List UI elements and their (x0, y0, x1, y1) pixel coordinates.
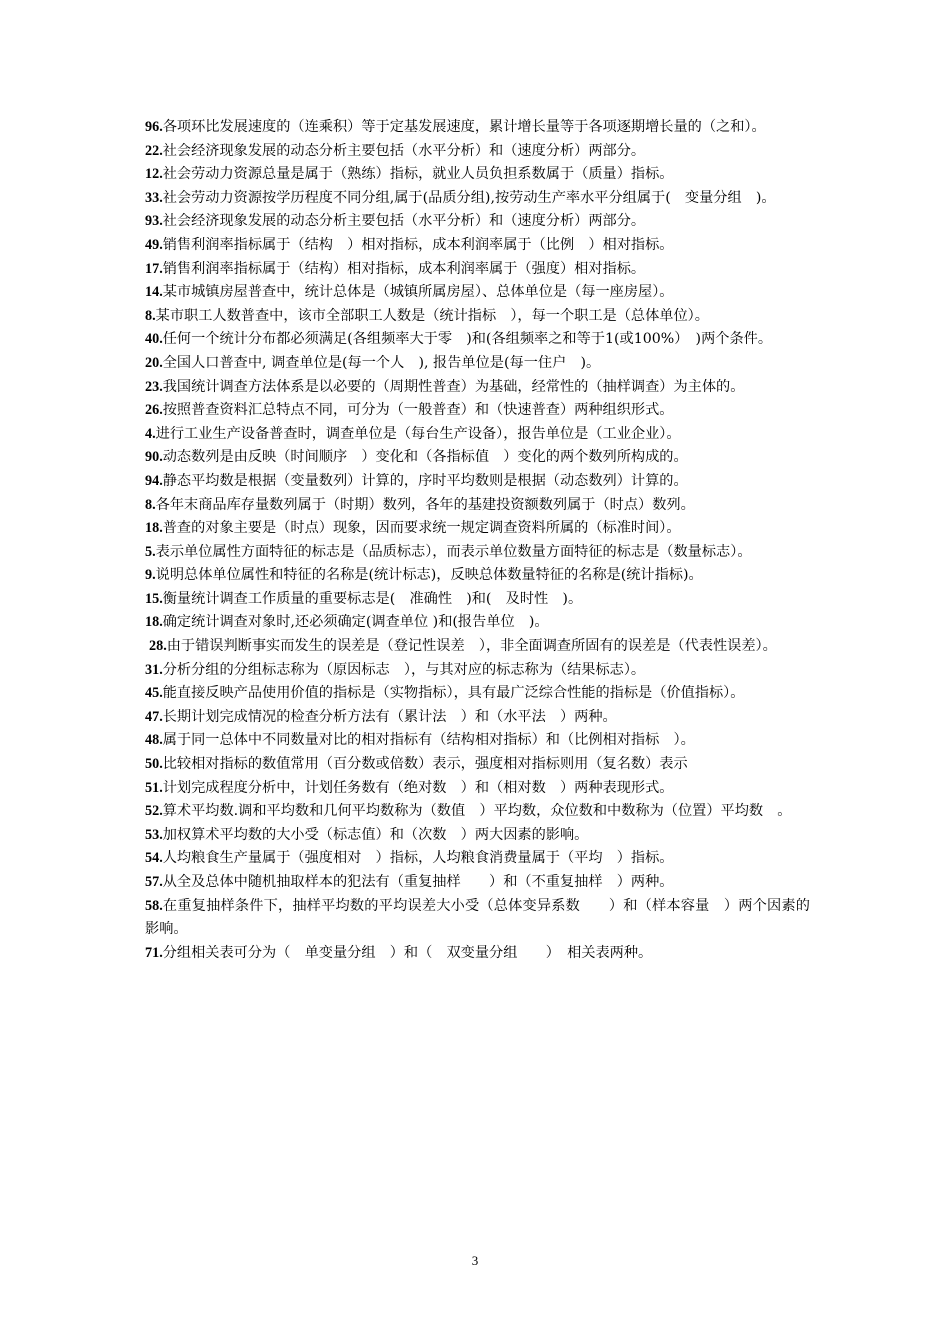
question-number: 14. (145, 284, 163, 301)
question-text: 社会劳动力资源按学历程度不同分组,属于(品质分组),按劳动生产率水平分组属于( 变量分组 )。 (162, 189, 776, 206)
question-item (145, 163, 810, 187)
question-text: 计划完成程度分析中，计划任务数有（绝对数 ）和（相对数 ）两种表现形式。 (162, 779, 674, 796)
question-text: 销售利润率指标属于（结构）相对指标，成本利润率属于（强度）相对指标。 (162, 260, 646, 277)
question-item (145, 895, 810, 942)
question-text: 某市职工人数普查中，该市全部职工人数是（统计指标 ），每一个职工是（总体单位）。 (155, 307, 709, 324)
question-number: 50. (145, 756, 163, 773)
question-number: 49. (145, 236, 163, 253)
question-text: 能直接反映产品使用价值的指标是（实物指标），具有最广泛综合性能的指标是（价值指标）。 (162, 685, 745, 702)
page-number: 3 (471, 1253, 479, 1268)
question-number: 17. (145, 260, 163, 277)
question-item (145, 423, 810, 447)
question-item (145, 140, 810, 164)
question-item (145, 234, 810, 258)
question-text: 衡量统计调查工作质量的重要标志是( 准确性 )和( 及时性 )。 (162, 590, 583, 607)
question-text: 长期计划完成情况的检查分析方法有（累计法 ）和（水平法 ）两种。 (162, 708, 617, 725)
question-text: 某市城镇房屋普查中，统计总体是（城镇所属房屋）、总体单位是（每一座房屋）。 (162, 284, 674, 301)
question-number: 31. (145, 661, 163, 678)
question-text: 按照普查资料汇总特点不同，可分为（一般普查）和（快速普查）两种组织形式。 (162, 402, 674, 419)
question-number: 33. (145, 189, 163, 206)
question-number: 18. (145, 520, 163, 537)
question-number: 51. (145, 779, 163, 796)
question-number: 90. (145, 449, 163, 466)
question-number: 52. (145, 803, 163, 820)
question-text: 动态数列是由反映（时间顺序 ）变化和（各指标值 ）变化的两个数列所构成的。 (162, 449, 688, 466)
question-number: 71. (145, 944, 163, 961)
question-item (145, 588, 810, 612)
question-text: 社会经济现象发展的动态分析主要包括（水平分析）和（速度分析）两部分。 (162, 142, 646, 159)
question-item (145, 706, 810, 730)
question-number: 57. (145, 874, 163, 890)
question-item (145, 635, 810, 659)
question-text: 普查的对象主要是（时点）现象，因而要求统一规定调查资料所属的（标准时间）。 (162, 520, 681, 537)
question-number: 26. (145, 402, 163, 419)
question-text: 确定统计调查对象时,还必须确定(调查单位 )和(报告单位 )。 (162, 614, 549, 631)
question-item (145, 659, 810, 683)
question-item (145, 682, 810, 706)
question-text: 由于错误判断事实而发生的误差是（登记性误差 ），非全面调查所固有的误差是（代表性误差）。 (166, 638, 777, 655)
question-number: 22. (145, 142, 163, 159)
question-text: 加权算术平均数的大小受（标志值）和（次数 ）两大因素的影响。 (162, 826, 589, 843)
question-item (145, 800, 810, 824)
question-text: 表示单位属性方面特征的标志是（品质标志），而表示单位数量方面特征的标志是（数量标志）。 (155, 543, 752, 560)
question-item (145, 470, 810, 494)
question-number: 94. (145, 472, 163, 489)
question-text: 社会劳动力资源总量是属于（熟练）指标，就业人员负担系数属于（质量）指标。 (162, 166, 674, 183)
question-number: 45. (145, 685, 163, 702)
question-text: 分组相关表可分为（ 单变量分组 ）和（ 双变量分组 ） 相关表两种。 (162, 944, 653, 961)
question-text: 人均粮食生产量属于（强度相对 ）指标，人均粮食消费量属于（平均 ）指标。 (162, 850, 674, 867)
question-item (145, 116, 810, 140)
question-number: 40. (145, 331, 163, 348)
question-text: 静态平均数是根据（变量数列）计算的，序时平均数则是根据（动态数列）计算的。 (162, 472, 688, 489)
question-number: 12. (145, 166, 163, 183)
question-text: 我国统计调查方法体系是以必要的（周期性普查）为基础，经常性的（抽样调查）为主体的。 (162, 378, 745, 395)
question-text: 从全及总体中随机抽取样本的犯法有（重复抽样 ）和（不重复抽样 ）两种。 (162, 874, 674, 890)
question-item (145, 399, 810, 423)
question-text: 各项环比发展速度的（连乘积）等于定基发展速度，累计增长量等于各项逐期增长量的（之和）。 (162, 119, 766, 135)
question-text: 销售利润率指标属于（结构 ）相对指标，成本利润率属于（比例 ）相对指标。 (162, 236, 674, 253)
question-item (145, 541, 810, 565)
question-number: 53. (145, 826, 163, 843)
question-text: 各年末商品库存量数列属于（时期）数列，各年的基建投资额数列属于（时点）数列。 (155, 496, 695, 513)
question-item (145, 564, 810, 588)
question-number: 48. (145, 732, 163, 749)
question-item (145, 376, 810, 400)
question-text: 在重复抽样条件下，抽样平均数的平均误差大小受（总体变异系数 ）和（样本容量 ）两个因素的影响。 (145, 897, 810, 938)
question-item (145, 611, 810, 635)
document-body (145, 116, 810, 965)
question-number: 4. (145, 425, 156, 442)
question-item (145, 729, 810, 753)
question-item (145, 871, 810, 895)
question-number: 96. (145, 119, 163, 135)
question-item (145, 942, 810, 966)
question-item (145, 281, 810, 305)
question-text: 属于同一总体中不同数量对比的相对指标有（结构相对指标）和（比例相对指标 ）。 (162, 732, 695, 749)
question-number: 8. (145, 307, 156, 324)
question-item (145, 847, 810, 871)
question-number: 9. (145, 567, 156, 584)
question-number: 58. (145, 897, 163, 914)
question-number: 8. (145, 496, 156, 513)
question-number: 23. (145, 378, 163, 395)
question-number: 20. (145, 354, 163, 371)
question-item (145, 494, 810, 518)
question-text: 分析分组的分组标志称为（原因标志 ），与其对应的标志称为（结果标志）。 (162, 661, 646, 678)
question-text: 进行工业生产设备普查时，调查单位是（每台生产设备），报告单位是（工业企业）。 (155, 425, 681, 442)
question-number: 5. (145, 543, 156, 560)
question-item (145, 352, 810, 376)
question-number: 15. (145, 590, 163, 607)
question-number: 28. (149, 638, 167, 655)
question-number: 47. (145, 708, 163, 725)
question-text: 比较相对指标的数值常用（百分数或倍数）表示，强度相对指标则用（复名数）表示 (162, 756, 688, 773)
question-text: 算术平均数.调和平均数和几何平均数称为（数值 ）平均数，众位数和中数称为（位置）平均数 。 (162, 803, 792, 820)
question-item (145, 305, 810, 329)
question-item (145, 210, 810, 234)
question-item (145, 187, 810, 211)
question-item (145, 517, 810, 541)
question-number: 18. (145, 614, 163, 631)
question-text: 说明总体单位属性和特征的名称是(统计标志)，反映总体数量特征的名称是(统计指标)。 (155, 567, 703, 584)
question-number: 93. (145, 213, 163, 230)
question-item (145, 777, 810, 801)
question-item (145, 753, 810, 777)
question-item (145, 258, 810, 282)
question-text: 任何一个统计分布都必须满足(各组频率大于零 )和(各组频率之和等于1(或100%） )两个条件。 (162, 331, 773, 348)
question-item (145, 446, 810, 470)
question-item (145, 824, 810, 848)
question-number: 54. (145, 850, 163, 867)
question-text: 社会经济现象发展的动态分析主要包括（水平分析）和（速度分析）两部分。 (162, 213, 646, 230)
question-text: 全国人口普查中, 调查单位是(每一个人 ), 报告单位是(每一住户 )。 (162, 354, 601, 371)
question-item (145, 328, 810, 352)
